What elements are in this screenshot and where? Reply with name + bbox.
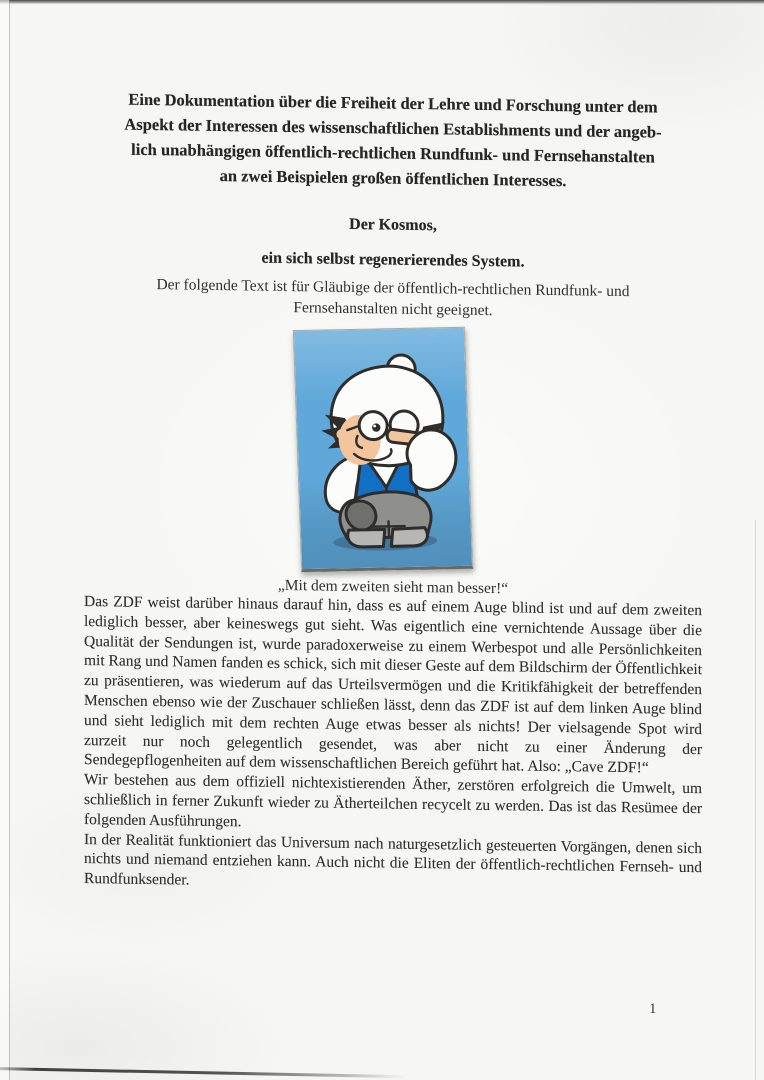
document-content [84, 0, 702, 898]
body-paragraph-2: Wir bestehen aus dem offiziell nichtexistierenden Äther, zerstören erfolgreich die Umwelt, um schließlich in ferner Zukunft wieder zu Ätherteilchen recycelt zu werden. Das ist das Resümee der folgenden Ausführungen. [84, 771, 702, 831]
reader-note-line: Der folgende Text ist für Gläubige der öffentlich-rechtlichen Rundfunk- und [156, 276, 630, 301]
section-subheading: ein sich selbst regenerierendes System. [261, 249, 525, 271]
section-heading: Der Kosmos, [349, 215, 437, 235]
document-body [84, 592, 702, 898]
reader-note-line: Fernsehanstalten nicht geeignet. [293, 299, 493, 320]
figure-caption: „Mit dem zweiten sieht man besser!“ [277, 576, 509, 598]
zdf-mascot-image [293, 327, 473, 572]
zdf-mascot-illustration [294, 328, 472, 569]
scan-edge-left-line [9, 0, 10, 1080]
body-paragraph-3: In der Realität funktioniert das Universum nach naturgesetzlich gesteuerten Vorgängen, denen sich nichts und niemand entziehen kann. Auch nicht die Eliten der öffentlich-rechtlichen Fernseh- und Rundfunksender. [84, 830, 702, 889]
scan-edge-right-line [755, 520, 756, 1080]
reader-note [84, 273, 702, 324]
mascot-left-shoe [348, 529, 386, 547]
body-paragraph-1: Das ZDF weist darüber hinaus darauf hin, dass es auf einem Auge blind ist und auf dem zweiten lediglich besser, aber keineswegs gut sieht. Was eigentlich eine vernichtende Aussage über die Qualität der Sendungen ist, wurde paradoxerweise zu einem Werbespot und alle Persönlichkeiten mit Rang und Namen fanden es schick, sich mit dieser Geste auf dem Bildschirm der Öffentlichkeit zu präsentieren, was wiederum auf das Urteilsvermögen und die Kritikfähigkeit der betreffenden Menschen ebenso wie der Zuschauer schließen lässt, denn das ZDF ist auf dem linken Auge blind und sieht lediglich mit dem rechten Auge etwas besser als nichts! Der vielsagende Spot wird zurzeit nur noch gelegentlich gesendet, was aber nicht zu einer Änderung der Sendegepflogenheiten auf dem wissenschaftlichen Bereich geführt hat. Also: „Cave ZDF!“ [84, 593, 702, 777]
scan-edge-top [0, 0, 764, 5]
document-title-line: Eine Dokumentation über die Freiheit der Lehre und Forschung unter dem [128, 89, 658, 117]
scan-artifact-bottom-line [0, 1067, 406, 1078]
document-title-line: an zwei Beispielen großen öffentlichen Interesses. [219, 166, 567, 191]
document-title-line: lich unabhängigen öffentlich-rechtlichen Rundfunk- und Fernsehanstalten [131, 139, 655, 167]
mascot-right-shoe [391, 528, 428, 547]
document-title [84, 86, 702, 195]
page-number: 1 [649, 1001, 657, 1017]
scan-edge-left-strip [0, 0, 9, 1080]
document-title-line: Aspekt der Interessen des wissenschaftlichen Establishments und der angeb- [124, 114, 662, 142]
